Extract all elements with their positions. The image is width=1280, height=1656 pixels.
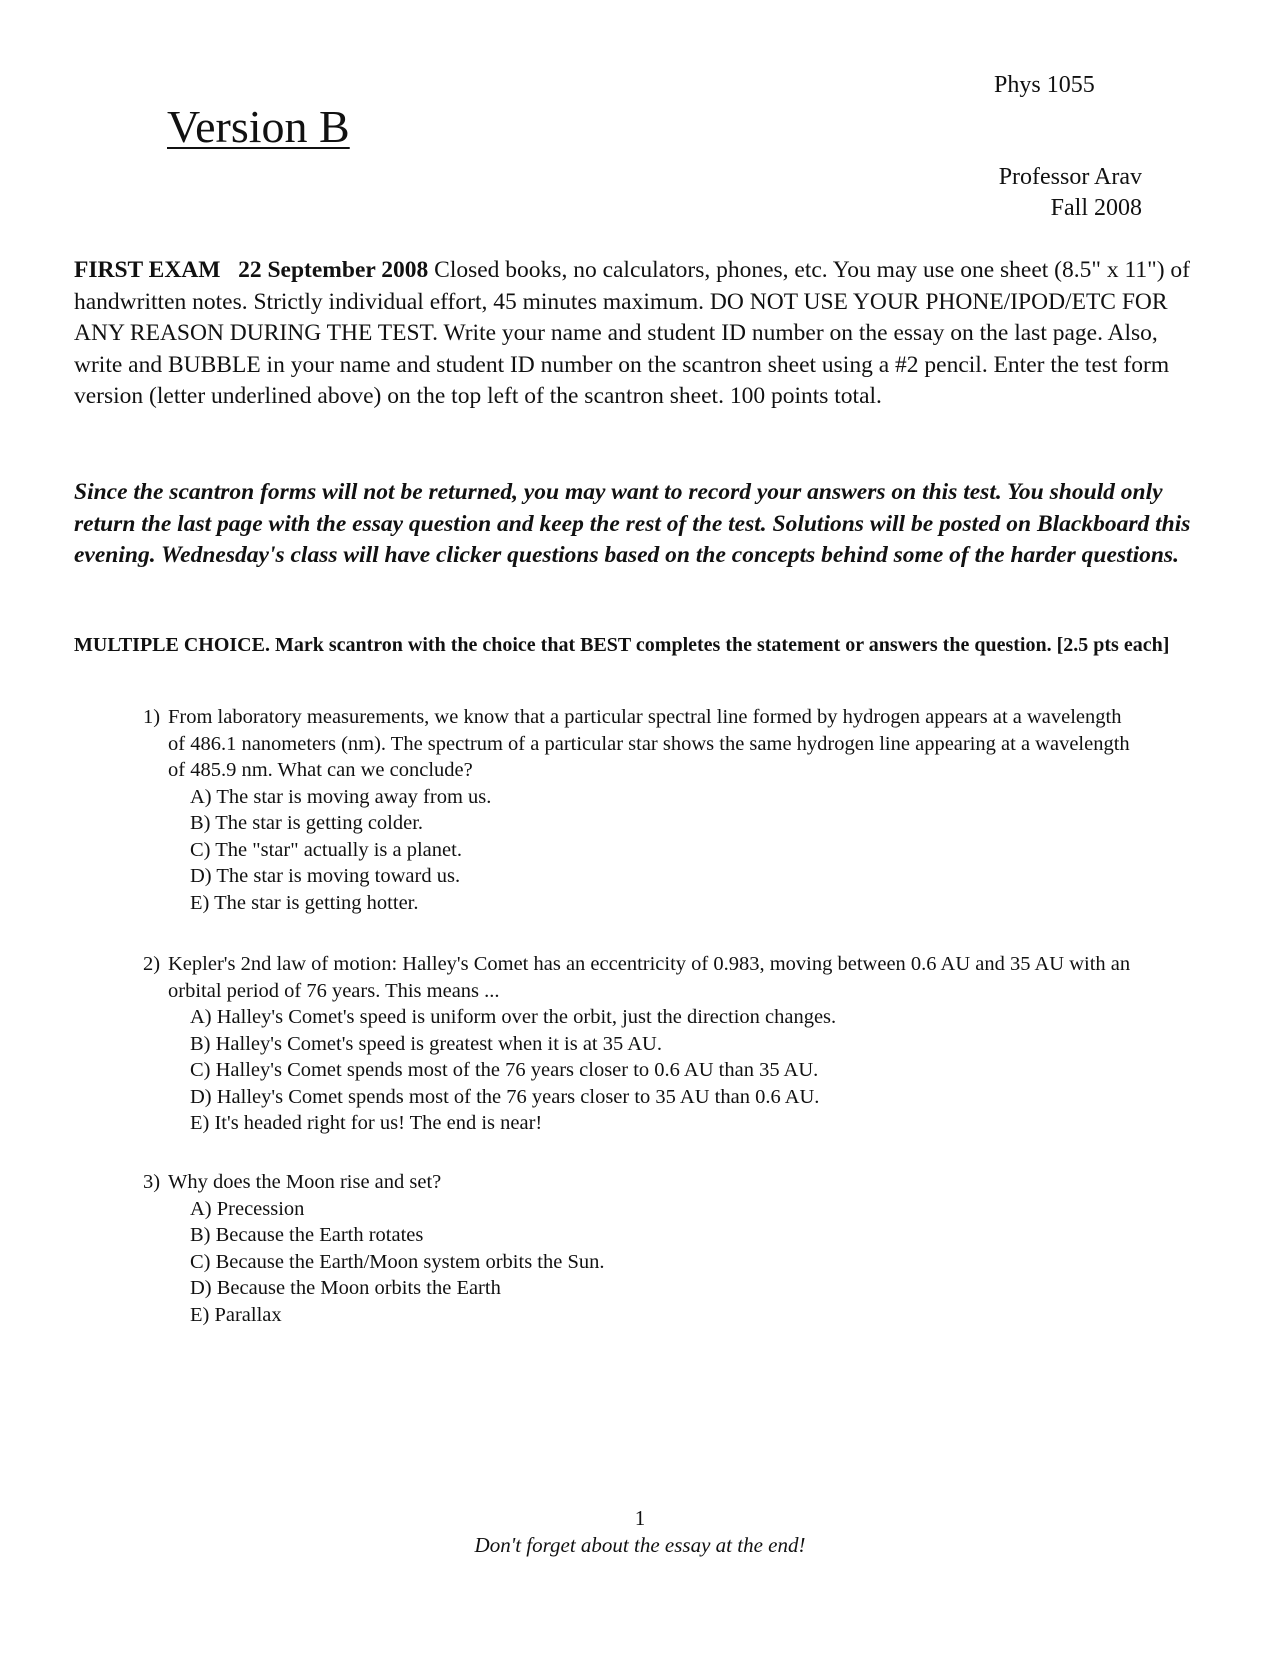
- question-text: From laboratory measurements, we know that a particular spectral line formed by hydrogen appears at a wavelength of 486.1 nanometers (nm). The spectrum of a particular star shows the same hydrogen line appearing at a wavelength of 485.9 nm. What can we conclude?: [168, 706, 1130, 781]
- answer-options: [190, 784, 1143, 917]
- answer-option-c: C) Because the Earth/Moon system orbits the Sun.: [190, 1250, 605, 1273]
- question-stem: [143, 704, 1143, 784]
- answer-option-b: B) Halley's Comet's speed is greatest when it is at 35 AU.: [190, 1032, 662, 1055]
- instructor-block: [999, 162, 1142, 224]
- answer-option-e: E) The star is getting hotter.: [190, 891, 419, 914]
- answer-option-a: A) Halley's Comet's speed is uniform over the orbit, just the direction changes.: [190, 1006, 837, 1028]
- course-name: Phys 1055: [994, 72, 1095, 98]
- question-number: 2): [143, 953, 161, 975]
- answer-options: [190, 1196, 1143, 1329]
- answer-option-d: D) Halley's Comet spends most of the 76 years closer to 35 AU than 0.6 AU.: [190, 1085, 820, 1108]
- answer-option-b: B) The star is getting colder.: [190, 812, 424, 834]
- answer-options: [190, 1004, 1143, 1137]
- answer-option-e: E) It's headed right for us! The end is near!: [190, 1112, 543, 1134]
- exam-label: FIRST EXAM: [74, 257, 221, 283]
- answer-option-d: D) Because the Moon orbits the Earth: [190, 1277, 501, 1299]
- answer-option-c: C) The "star" actually is a planet.: [190, 838, 462, 861]
- question-number: 3): [143, 1171, 161, 1193]
- answer-option-c: C) Halley's Comet spends most of the 76 years closer to 0.6 AU than 35 AU.: [190, 1059, 819, 1081]
- scantron-notice: Since the scantron forms will not be returned, you may want to record your answers on this test. You should only return the last page with the essay question and keep the rest of the test. Solutions will be posted on Blackboard this evening. Wednesday's class will have clicker questions based on the concepts behind some of the harder questions.: [74, 479, 1191, 568]
- multiple-choice-header: MULTIPLE CHOICE. Mark scantron with the choice that BEST completes the statement or answers the question. [2.5 pts each]: [74, 634, 1170, 656]
- answer-option-d: D) The star is moving toward us.: [190, 865, 461, 887]
- answer-option-a: A) The star is moving away from us.: [190, 785, 492, 808]
- question-2: [143, 951, 1143, 1137]
- footer-reminder: Don't forget about the essay at the end!: [474, 1533, 806, 1557]
- question-3: [143, 1169, 1143, 1328]
- version-label: Version B: [167, 101, 350, 152]
- question-stem: [143, 1169, 1143, 1196]
- professor-name: Professor Arav: [998, 164, 1142, 190]
- instructions-text: Closed books, no calculators, phones, etc. You may use one sheet (8.5" x 11") of handwritten notes. Strictly individual effort, 45 minutes maximum. DO NOT USE YOUR PHONE/IPOD/ETC FOR ANY REASON DURING THE TEST. Write your name and student ID number on the essay on the last page. Also, write and BUBBLE in your name and student ID number on the scantron sheet using a #2 pencil. Enter the test form version (letter underlined above) on the top left of the scantron sheet. 100 points total.: [74, 257, 1190, 409]
- question-text: Kepler's 2nd law of motion: Halley's Comet has an eccentricity of 0.983, moving between 0.6 AU and 35 AU with an orbital period of 76 years. This means ...: [168, 953, 1131, 1002]
- question-text: Why does the Moon rise and set?: [168, 1171, 442, 1193]
- question-1: [143, 704, 1143, 916]
- exam-date: 22 September 2008: [238, 257, 429, 283]
- answer-option-e: E) Parallax: [190, 1303, 282, 1326]
- answer-option-a: A) Precession: [190, 1197, 305, 1220]
- exam-instructions: [74, 255, 1208, 413]
- question-stem: [143, 951, 1143, 1004]
- answer-option-b: B) Because the Earth rotates: [190, 1224, 424, 1246]
- question-number: 1): [143, 706, 161, 728]
- page-number: 1: [634, 1506, 646, 1530]
- term: Fall 2008: [1050, 195, 1142, 221]
